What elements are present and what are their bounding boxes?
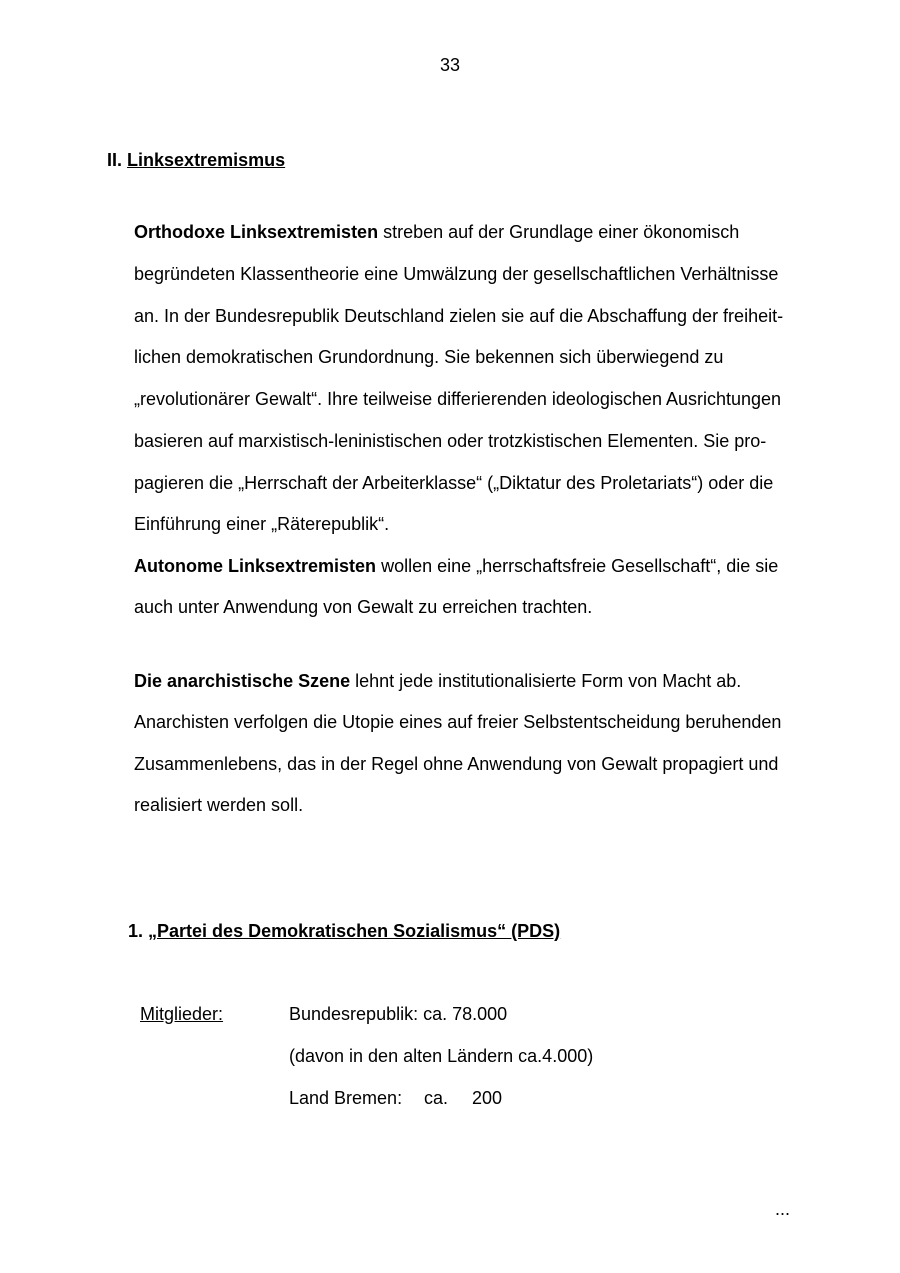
bold-term: Autonome Linksextremisten	[134, 556, 377, 576]
text-line: pagieren die „Herrschaft der Arbeiterklasse“ („Diktatur des Proletariats“) oder die	[134, 473, 774, 493]
text-line: Anarchisten verfolgen die Utopie eines auf freier Selbstentscheidung beruhenden	[134, 712, 782, 732]
members-bremen-ca: ca.	[424, 1088, 449, 1108]
members-bremen-label: Land Bremen:	[289, 1088, 403, 1108]
heading-title: Linksextremismus	[127, 150, 286, 170]
text-line	[134, 555, 778, 577]
heading-number: II.	[107, 150, 123, 170]
bold-term: Die anarchistische Szene	[134, 671, 351, 691]
members-federal: Bundesrepublik: ca. 78.000	[289, 1004, 508, 1024]
text-line: basieren auf marxistisch-leninistischen oder trotzkistischen Elementen. Sie pro-	[134, 431, 767, 451]
line-text: streben auf der Grundlage einer ökonomisch	[378, 222, 740, 242]
page-number: 33	[439, 55, 461, 75]
members-label	[140, 1003, 223, 1025]
subsection-heading	[128, 920, 560, 942]
text-line: auch unter Anwendung von Gewalt zu erreichen trachten.	[134, 597, 593, 617]
text-line: realisiert werden soll.	[134, 795, 304, 815]
subsection-title: „Partei des Demokratischen Sozialismus“ (PDS)	[148, 921, 561, 941]
subsection-number: 1.	[128, 921, 144, 941]
text-line: Zusammenlebens, das in der Regel ohne Anwendung von Gewalt propagiert und	[134, 754, 779, 774]
members-bremen-value: 200	[472, 1088, 503, 1108]
text-line: lichen demokratischen Grundordnung. Sie bekennen sich überwiegend zu	[134, 347, 724, 367]
section-heading	[107, 149, 285, 171]
line-text: lehnt jede institutionalisierte Form von Macht ab.	[350, 671, 742, 691]
bold-term: Orthodoxe Linksextremisten	[134, 222, 379, 242]
text-line: Einführung einer „Räterepublik“.	[134, 514, 390, 534]
text-line: „revolutionärer Gewalt“. Ihre teilweise differierenden ideologischen Ausrichtungen	[134, 389, 782, 409]
members-old-states: (davon in den alten Ländern ca.4.000)	[289, 1046, 594, 1066]
text-line	[134, 670, 741, 692]
continuation-marker: ...	[775, 1199, 791, 1219]
line-text: wollen eine „herrschaftsfreie Gesellschaft“, die sie	[376, 556, 779, 576]
text-line: an. In der Bundesrepublik Deutschland zielen sie auf die Abschaffung der freiheit-	[134, 306, 784, 326]
members-label-text: Mitglieder:	[140, 1004, 224, 1024]
text-line: begründeten Klassentheorie eine Umwälzung der gesellschaftlichen Verhältnisse	[134, 264, 779, 284]
text-line	[134, 221, 739, 243]
